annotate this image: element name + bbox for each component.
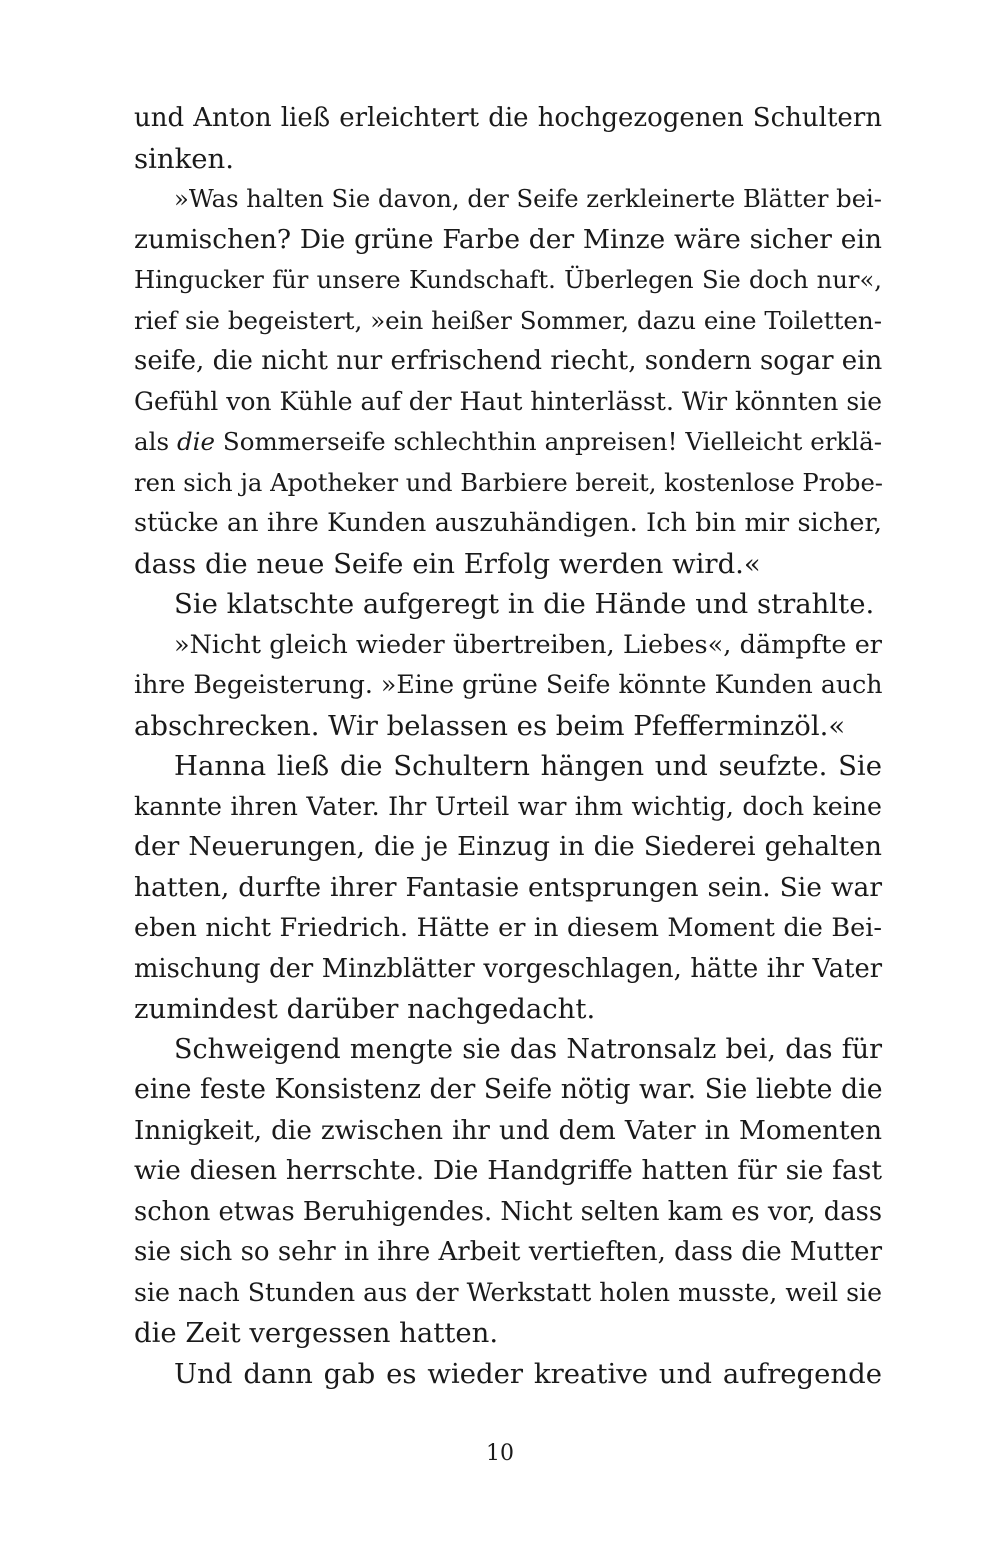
text-line: sinken.: [134, 142, 235, 175]
emphasized-word: die: [176, 427, 215, 456]
text-line: Hingucker für unsere Kundschaft. Überlegen Sie doch nur«,: [134, 265, 882, 294]
text-line: stücke an ihre Kunden auszuhändigen. Ich bin mir sicher,: [134, 508, 882, 538]
text-line: und Anton ließ erleichtert die hochgezogenen Schultern: [134, 103, 882, 133]
text-line: [134, 422, 882, 463]
text-segment: Sommerseife schlechthin anpreisen! Vielleicht erklä-: [214, 427, 882, 456]
text-line: zumindest darüber nachgedacht.: [134, 993, 596, 1025]
text-line: der Neuerungen, die je Einzug in die Siederei gehalten: [134, 831, 882, 862]
text-line: ihre Begeisterung. »Eine grüne Seife könnte Kunden auch: [134, 670, 883, 699]
text-line: mischung der Minzblätter vorgeschlagen, hätte ihr Vater: [134, 953, 882, 984]
text-line: abschrecken. Wir belassen es beim Pfefferminzöl.«: [134, 709, 846, 742]
text-line: »Was halten Sie davon, der Seife zerkleinerte Blätter bei-: [174, 184, 882, 213]
page-number: 10: [486, 1441, 514, 1466]
text-line: Innigkeit, die zwischen ihr und dem Vater in Momenten: [134, 1115, 882, 1146]
text-line: Und dann gab es wieder kreative und aufregende: [174, 1357, 882, 1390]
text-line: eine feste Konsistenz der Seife nötig war. Sie liebte die: [134, 1074, 883, 1105]
text-line: kannte ihren Vater. Ihr Urteil war ihm wichtig, doch keine: [134, 791, 882, 821]
text-line: Hanna ließ die Schultern hängen und seufzte. Sie: [174, 750, 882, 782]
text-line: schon etwas Beruhigendes. Nicht selten kam es vor, dass: [134, 1196, 883, 1227]
text-line: rief sie begeistert, »ein heißer Sommer, dazu eine Toiletten-: [134, 305, 882, 335]
text-line: Schweigend mengte sie das Natronsalz bei, das für: [174, 1033, 882, 1065]
text-line: sie nach Stunden aus der Werkstatt holen musste, weil sie: [134, 1277, 883, 1307]
text-line: sie sich so sehr in ihre Arbeit vertieften, dass die Mutter: [134, 1237, 882, 1267]
text-line: Gefühl von Kühle auf der Haut hinterlässt. Wir könnten sie: [134, 386, 882, 416]
text-line: seife, die nicht nur erfrischend riecht, sondern sogar ein: [134, 346, 883, 376]
text-line: zumischen? Die grüne Farbe der Minze wäre sicher ein: [134, 223, 882, 255]
text-line: dass die neue Seife ein Erfolg werden wird.«: [134, 547, 761, 580]
text-line: Sie klatschte aufgeregt in die Hände und strahlte.: [174, 588, 875, 620]
text-line: eben nicht Friedrich. Hätte er in diesem Moment die Bei-: [134, 913, 882, 943]
text-line: die Zeit vergessen hatten.: [134, 1317, 499, 1349]
text-segment: als: [134, 427, 177, 456]
text-line: »Nicht gleich wieder übertreiben, Liebes«, dämpfte er: [174, 629, 882, 660]
text-line: wie diesen herrschte. Die Handgriffe hatten für sie fast: [134, 1155, 882, 1186]
text-line: ren sich ja Apotheker und Barbiere bereit, kostenlose Probe-: [134, 467, 884, 497]
body-text: [134, 98, 882, 1394]
text-line: hatten, durfte ihrer Fantasie entsprungen sein. Sie war: [134, 871, 882, 903]
